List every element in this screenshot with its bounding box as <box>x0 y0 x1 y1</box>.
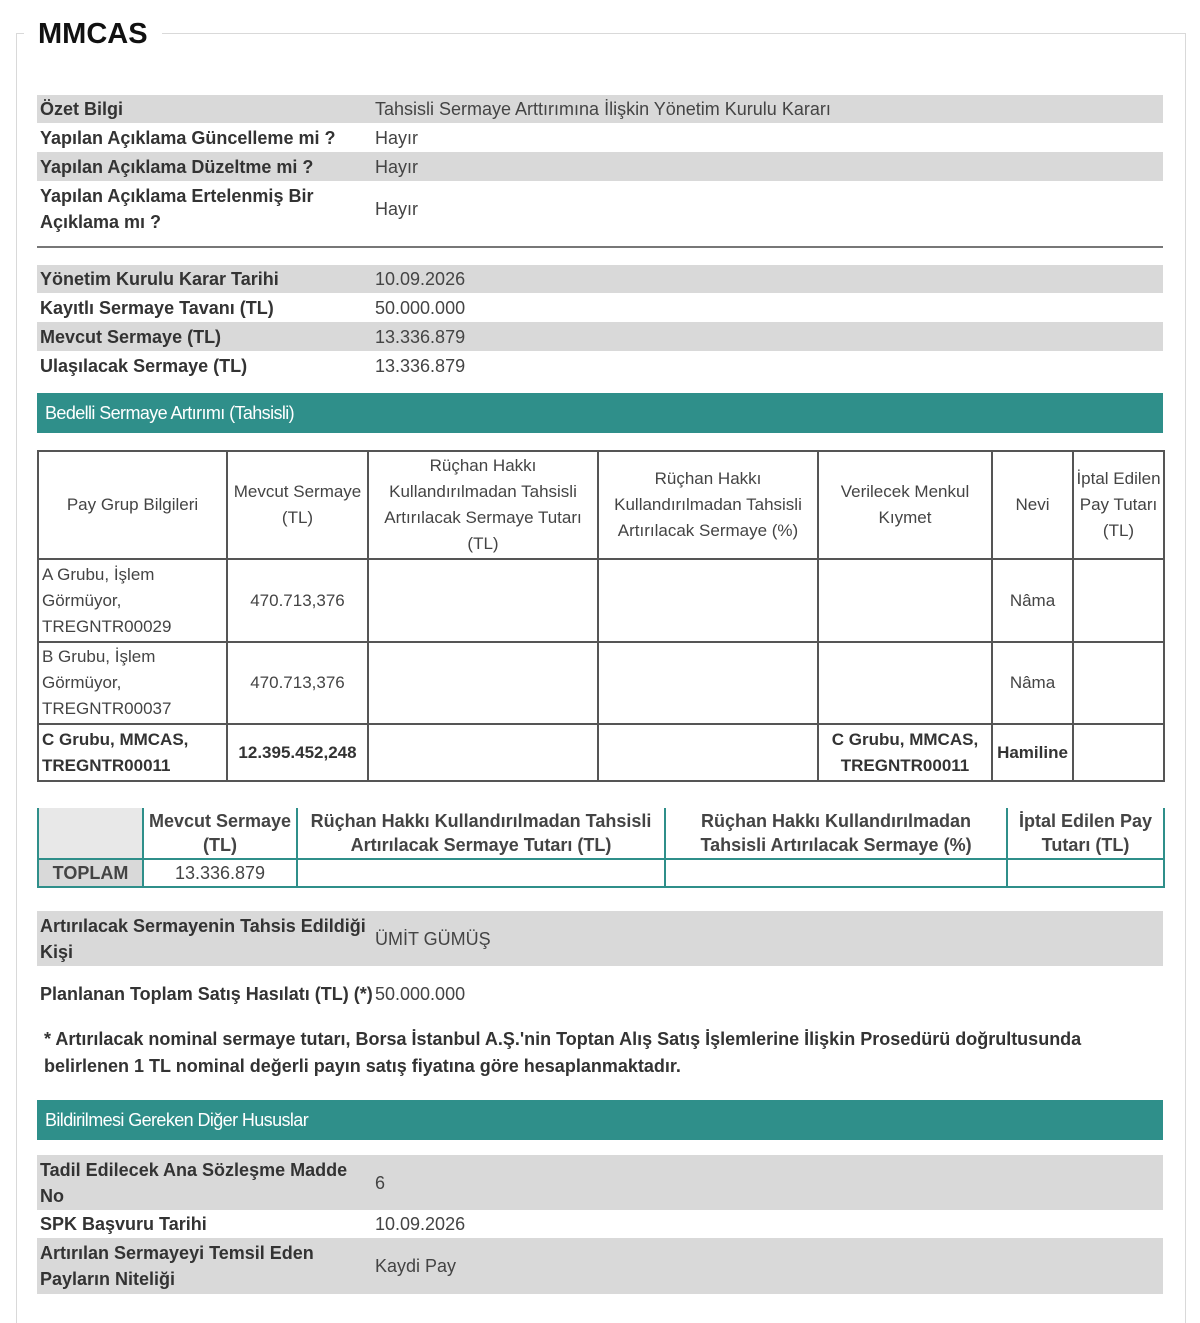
total-table <box>37 808 1165 888</box>
table-cell <box>598 642 818 724</box>
capital-row <box>37 265 1163 293</box>
capital-key: Kayıtlı Sermaye Tavanı (TL) <box>40 297 274 318</box>
table-row <box>38 642 1164 724</box>
column-header: Rüçhan Hakkı Kullandırılmadan Tahsisli Artırılacak Sermaye Tutarı (TL) <box>368 451 598 559</box>
table-cell: 470.713,376 <box>227 642 368 724</box>
summary-row <box>37 123 1163 152</box>
share-group-table <box>37 450 1165 782</box>
total-row <box>38 859 1164 887</box>
table-cell: C Grubu, MMCAS, TREGNTR00011 <box>818 724 992 781</box>
column-header: İptal Edilen Pay Tutarı (TL) <box>1073 451 1164 559</box>
summary-value: Hayır <box>375 156 419 177</box>
table-header-row <box>38 808 1164 859</box>
table-header-row <box>38 451 1164 559</box>
capital-row <box>37 322 1163 351</box>
summary-row <box>37 152 1163 181</box>
capital-value: 50.000.000 <box>375 297 466 318</box>
capital-key: Mevcut Sermaye (TL) <box>40 326 222 347</box>
capital-key: Ulaşılacak Sermaye (TL) <box>40 355 248 376</box>
other-value: 6 <box>375 1172 386 1193</box>
table-cell <box>1073 559 1164 642</box>
table-cell <box>1007 859 1164 887</box>
capital-value: 13.336.879 <box>375 355 466 376</box>
table-cell <box>368 642 598 724</box>
capital-block <box>37 265 1163 380</box>
table-cell: 12.395.452,248 <box>227 724 368 781</box>
table-row <box>38 724 1164 781</box>
allocation-key: Planlanan Toplam Satış Hasılatı (TL) (*) <box>40 983 373 1004</box>
summary-key: Yapılan Açıklama Ertelenmiş Bir Açıklama mı ? <box>40 186 314 232</box>
summary-key: Özet Bilgi <box>40 99 124 119</box>
section-header-other-matters: Bildirilmesi Gereken Diğer Hususlar <box>37 1100 1163 1140</box>
table-cell: 470.713,376 <box>227 559 368 642</box>
other-row <box>37 1155 1163 1210</box>
table-cell: B Grubu, İşlem Görmüyor, TREGNTR00037 <box>38 642 227 724</box>
summary-value: Tahsisli Sermaye Arttırımına İlişkin Yönetim Kurulu Kararı <box>375 99 831 119</box>
capital-row <box>37 351 1163 380</box>
summary-key: Yapılan Açıklama Düzeltme mi ? <box>40 156 314 177</box>
summary-value: Hayır <box>375 127 419 148</box>
other-row <box>37 1210 1163 1238</box>
table-cell: Nâma <box>992 642 1073 724</box>
table-cell: Nâma <box>992 559 1073 642</box>
table-cell <box>818 559 992 642</box>
table-cell <box>368 559 598 642</box>
section-header-paid-capital-increase: Bedelli Sermaye Artırımı (Tahsisli) <box>37 393 1163 433</box>
summary-row <box>37 95 1163 123</box>
table-cell: 13.336.879 <box>143 859 297 887</box>
table-cell: A Grubu, İşlem Görmüyor, TREGNTR00029 <box>38 559 227 642</box>
table-cell <box>598 724 818 781</box>
allocation-value: 50.000.000 <box>375 983 466 1004</box>
allocation-value: ÜMİT GÜMÜŞ <box>375 928 491 949</box>
summary-row <box>37 181 1163 237</box>
allocation-row <box>37 966 1163 1021</box>
column-header: Rüçhan Hakkı Kullandırılmadan Tahsisli Artırılacak Sermaye Tutarı (TL) <box>297 808 665 859</box>
allocation-key: Artırılacak Sermayenin Tahsis Edildiği Kişi <box>40 915 366 962</box>
table-cell <box>665 859 1007 887</box>
column-header <box>38 808 143 859</box>
table-cell <box>297 859 665 887</box>
summary-key: Yapılan Açıklama Güncelleme mi ? <box>40 127 336 148</box>
other-value: Kaydi Pay <box>375 1256 457 1276</box>
table-cell: C Grubu, MMCAS, TREGNTR00011 <box>38 724 227 781</box>
summary-block <box>37 95 1163 237</box>
capital-key: Yönetim Kurulu Karar Tarihi <box>40 269 279 289</box>
total-label: TOPLAM <box>38 859 143 887</box>
column-header: Nevi <box>992 451 1073 559</box>
capital-row <box>37 293 1163 322</box>
other-key: Artırılan Sermayeyi Temsil Eden Payların Niteliği <box>40 1243 314 1289</box>
footnote: * Artırılacak nominal sermaye tutarı, Borsa İstanbul A.Ş.'nin Toptan Alış Satış İşlemlerine İlişkin Prosedürü doğrultusunda belirlenen 1 TL nominal değerli payın satış fiyatına göre hesaplanmaktadır. <box>44 1029 1082 1076</box>
other-key: Tadil Edilecek Ana Sözleşme Madde No <box>40 1159 348 1206</box>
table-cell: Hamiline <box>992 724 1073 781</box>
column-header: Verilecek Menkul Kıymet <box>818 451 992 559</box>
column-header: İptal Edilen Pay Tutarı (TL) <box>1007 808 1164 859</box>
column-header: Rüçhan Hakkı Kullandırılmadan Tahsisli Artırılacak Sermaye (%) <box>598 451 818 559</box>
other-matters-block <box>37 1155 1163 1294</box>
table-cell <box>1073 642 1164 724</box>
allocation-row <box>37 911 1163 966</box>
table-row <box>38 559 1164 642</box>
other-key: SPK Başvuru Tarihi <box>40 1214 207 1234</box>
summary-value: Hayır <box>375 199 419 219</box>
other-value: 10.09.2026 <box>375 1214 466 1234</box>
table-cell <box>598 559 818 642</box>
company-code-title: MMCAS <box>24 18 162 51</box>
column-header: Rüçhan Hakkı Kullandırılmadan Tahsisli Artırılacak Sermaye (%) <box>665 808 1007 859</box>
capital-value: 13.336.879 <box>375 326 466 347</box>
other-row <box>37 1238 1163 1294</box>
capital-value: 10.09.2026 <box>375 269 466 289</box>
allocation-block <box>37 911 1163 1021</box>
table-cell <box>1073 724 1164 781</box>
column-header: Mevcut Sermaye (TL) <box>227 451 368 559</box>
table-cell <box>368 724 598 781</box>
column-header: Pay Grup Bilgileri <box>38 451 227 559</box>
divider <box>37 246 1163 248</box>
table-cell <box>818 642 992 724</box>
column-header: Mevcut Sermaye (TL) <box>143 808 297 859</box>
